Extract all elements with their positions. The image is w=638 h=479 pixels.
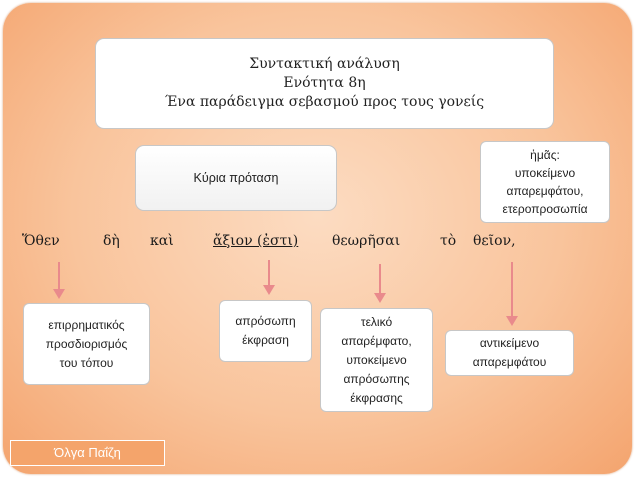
title-box (95, 38, 554, 129)
annotation-object (445, 330, 574, 376)
word-theion: θεῖον, (473, 233, 516, 249)
note-line-1: ἡμᾶς: (530, 148, 560, 162)
annotation-infinitive (320, 308, 433, 412)
main-clause-box (135, 145, 337, 211)
word-de: δὴ (103, 233, 120, 249)
a1-line-2: προσδιορισμός (45, 336, 128, 351)
word-kai: καὶ (150, 233, 174, 249)
a4-line-1: αντικείμενο (479, 336, 540, 350)
note-line-3: απαρεμφάτου, (506, 184, 584, 198)
a1-line-3: του τόπου (59, 355, 114, 370)
annotation-impersonal (219, 300, 312, 362)
arrow-4 (511, 262, 513, 317)
note-line-2: υποκείμενο (514, 166, 576, 180)
arrow-2 (268, 260, 270, 286)
main-clause-label: Κύρια πρόταση (193, 171, 279, 185)
subject-note-box (480, 141, 610, 223)
a4-line-2: απαρεμφάτου (472, 355, 547, 369)
a2-line-1: απρόσωπη (235, 314, 296, 328)
a3-line-2: απαρέμφατο, (341, 333, 412, 348)
title-line-3: Ένα παράδειγμα σεβασμού προς τους γονείς (164, 94, 485, 110)
word-theoresai: θεωρῆσαι (332, 233, 401, 249)
author-label: Όλγα Παΐζη (10, 440, 165, 466)
annotation-adverbial (23, 303, 150, 385)
note-line-4: ετεροπροσωπία (502, 202, 588, 216)
a3-line-4: απρόσωπης (343, 371, 410, 386)
title-line-2: Ενότητα 8η (283, 75, 366, 91)
word-axion-esti: ἄξιον (ἐστι) (213, 233, 299, 249)
title-line-1: Συντακτική ανάλυση (249, 56, 400, 72)
word-othen: Ὅθεν (22, 233, 60, 249)
a3-line-1: τελικό (360, 314, 393, 329)
a1-line-1: επιρρηματικός (48, 317, 125, 332)
arrow-1 (58, 262, 60, 290)
arrow-3 (379, 264, 381, 294)
a2-line-2: έκφραση (242, 333, 289, 347)
a3-line-3: υποκείμενο (346, 352, 407, 367)
word-to: τὸ (440, 233, 457, 249)
a3-line-5: έκφρασης (350, 390, 403, 405)
